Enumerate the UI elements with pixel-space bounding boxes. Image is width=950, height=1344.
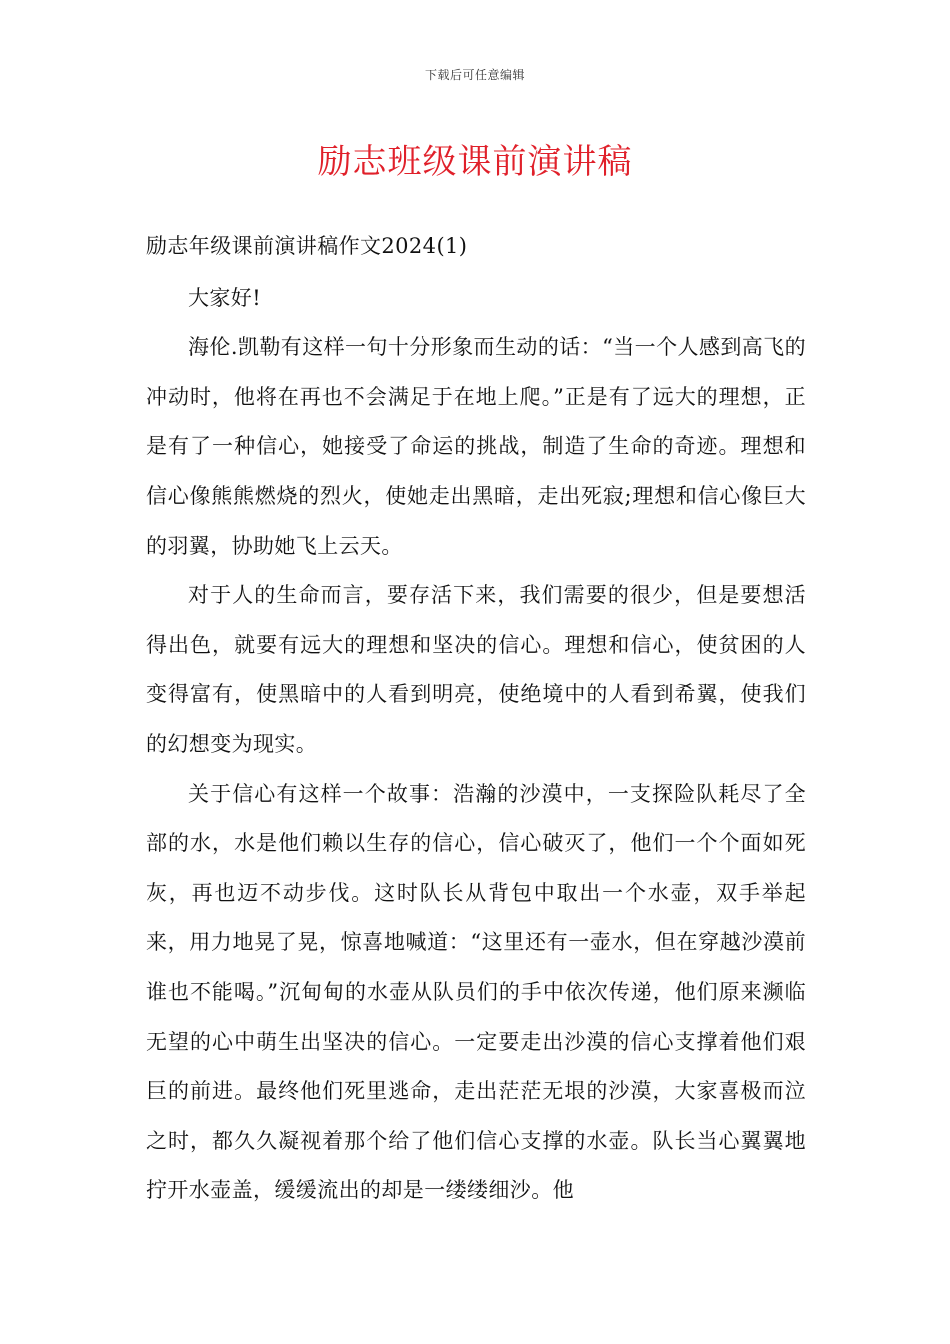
paragraph-helen-keller: 海伦.凯勒有这样一句十分形象而生动的话：“当一个人感到高飞的冲动时，他将在再也不会满足于在地上爬。”正是有了远大的理想，正是有了一种信心，她接受了命运的挑战，制造了生命的奇迹。理想和信心像熊熊燃烧的烈火，使她走出黑暗，走出死寂;理想和信心像巨大的羽翼，协助她飞上云天。 bbox=[146, 335, 806, 558]
document-title: 励志班级课前演讲稿 bbox=[317, 142, 633, 182]
paragraph-ideal-and-confidence: 对于人的生命而言，要存活下来，我们需要的很少，但是要想活得出色，就要有远大的理想和坚决的信心。理想和信心，使贫困的人变得富有，使黑暗中的人看到明亮，使绝境中的人看到希翼，使我们的幻想变为现实。 bbox=[146, 583, 806, 756]
paragraph-greeting: 大家好! bbox=[188, 285, 262, 310]
document-subtitle: 励志年级课前演讲稿作文2024(1) bbox=[146, 234, 468, 258]
paragraph-desert-story: 关于信心有这样一个故事：浩瀚的沙漠中，一支探险队耗尽了全部的水，水是他们赖以生存的信心，信心破灭了，他们一个个面如死灰，再也迈不动步伐。这时队长从背包中取出一个水壶，双手举起来，用力地晃了晃，惊喜地喊道：“这里还有一壶水，但在穿越沙漠前谁也不能喝。”沉甸甸的水壶从队员们的手中依次传递，他们原来濒临无望的心中萌生出坚决的信心。一定要走出沙漠的信心支撑着他们艰巨的前进。最终他们死里逃命，走出茫茫无垠的沙漠，大家喜极而泣之时，都久久凝视着那个给了他们信心支撑的水壶。队长当心翼翼地拧开水壶盖，缓缓流出的却是一缕缕细沙。他 bbox=[146, 781, 806, 1203]
document-body bbox=[146, 222, 806, 1216]
header-note: 下载后可任意编辑 bbox=[424, 68, 525, 82]
